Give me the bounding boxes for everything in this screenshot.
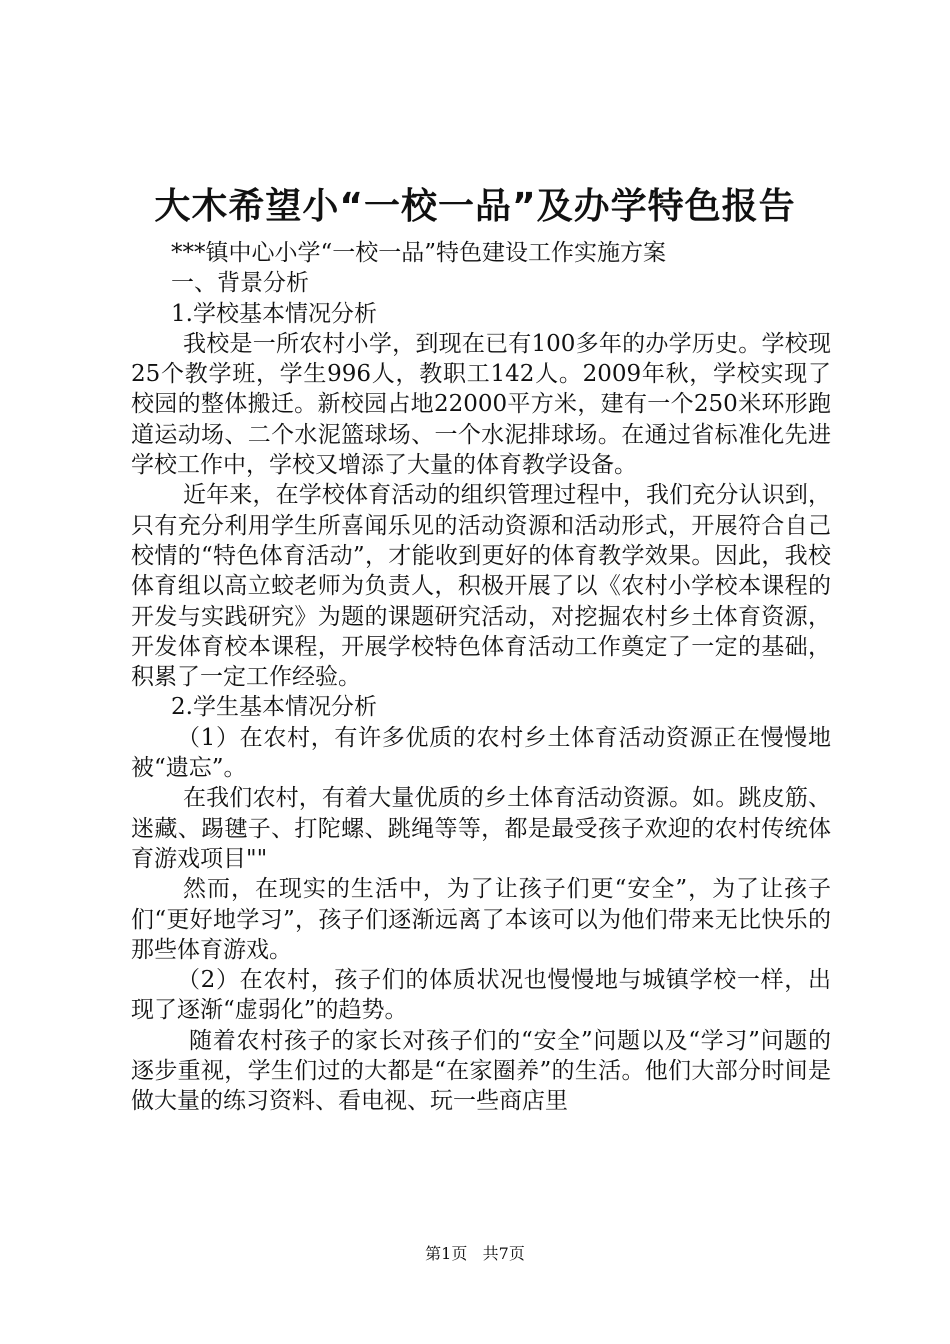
- subsection-heading: 1.学校基本情况分析: [171, 300, 377, 327]
- section-heading: 一、背景分析: [171, 270, 309, 297]
- page-number: 第1页: [425, 1244, 468, 1263]
- body-paragraph: 然而，在现实的生活中，为了让孩子们更“安全”，为了让孩子们“更好地学习”，孩子们逐渐远离了本该可以为他们带来无比快乐的那些体育游戏。: [131, 876, 831, 963]
- subsection-heading: 2.学生基本情况分析: [171, 694, 377, 721]
- body-paragraph: （1）在农村，有许多优质的农村乡土体育活动资源正在慢慢地被“遗忘”。: [131, 724, 831, 782]
- body-paragraph: （2）在农村，孩子们的体质状况也慢慢地与城镇学校一样，出现了逐渐“虚弱化”的趋势。: [131, 967, 831, 1024]
- page-footer: [0, 1243, 950, 1265]
- document-title: 大木希望小“一校一品”及办学特色报告: [154, 186, 796, 227]
- body-paragraph: 随着农村孩子的家长对孩子们的“安全”问题以及“学习”问题的逐步重视，学生们过的大都是“在家圈养”的生活。他们大部分时间是做大量的练习资料、看电视、玩一些商店里: [131, 1027, 831, 1115]
- document-body: [131, 238, 831, 1117]
- body-paragraph: 我校是一所农村小学，到现在已有100多年的办学历史。学校现25个教学班，学生996人，教职工142人。2009年秋，学校实现了校园的整体搬迁。新校园占地22000平方米，建有一个250米环形跑道运动场、二个水泥篮球场、一个水泥排球场。在通过省标准化先进学校工作中，学校又增添了大量的体育教学设备。: [131, 330, 831, 479]
- page-total: 共7页: [482, 1244, 525, 1263]
- subtitle-paragraph: ***镇中心小学“一校一品”特色建设工作实施方案: [171, 240, 667, 266]
- body-paragraph: 在我们农村，有着大量优质的乡土体育活动资源。如。跳皮筋、迷藏、踢毽子、打陀螺、跳绳等等，都是最受孩子欢迎的农村传统体育游戏项目"": [131, 785, 831, 872]
- body-paragraph: 近年来，在学校体育活动的组织管理过程中，我们充分认识到，只有充分利用学生所喜闻乐见的活动资源和活动形式，开展符合自己校情的“特色体育活动”，才能收到更好的体育教学效果。因此，我校体育组以高立蛟老师为负责人，积极开展了以《农村小学校本课程的开发与实践研究》为题的课题研究活动，对挖掘农村乡土体育资源，开发体育校本课程，开展学校特色体育活动工作奠定了一定的基础，积累了一定工作经验。: [131, 482, 831, 691]
